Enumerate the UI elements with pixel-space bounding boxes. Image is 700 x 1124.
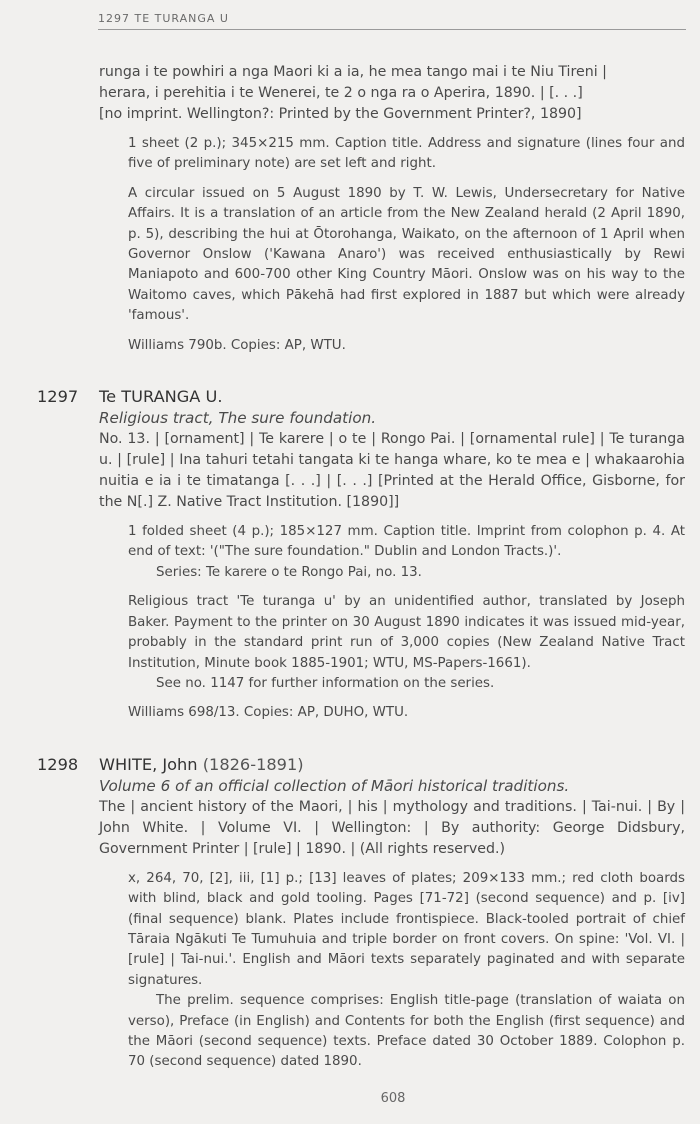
page-number: 608 bbox=[380, 1091, 406, 1106]
physical-description: 1 sheet (2 p.); 345×215 mm. Caption title. Address and signature (lines four and five of preliminary note) are set left and right. bbox=[128, 136, 685, 172]
series-note: Series: Te karere o te Rongo Pai, no. 13. bbox=[156, 564, 422, 580]
page-content bbox=[37, 62, 685, 1073]
entry-author: Te TURANGA U. bbox=[99, 387, 223, 407]
entry-heading bbox=[37, 754, 685, 776]
transcription-line: herara, i perehitia i te Wenerei, te 2 o nga ra o Aperira, 1890. | [. . .] bbox=[99, 85, 583, 101]
running-head: 1297 TE TURANGA U bbox=[98, 12, 686, 30]
see-also: See no. 1147 for further information on the series. bbox=[156, 675, 495, 691]
transcription-line: runga i te powhiri a nga Maori ki a ia, he mea tango mai i te Niu Tireni | bbox=[99, 64, 607, 80]
title-transcription: No. 13. | [ornament] | Te karere | o te | Rongo Pai. | [ornamental rule] | Te turanga u. | [rule] | Ina tahuri tetahi tangata ki te hanga whare, ko te mea e | whakaarohia nuitia e ia i te timatanga [. . .] | [. . .] [Printed at the Herald Office, Gisborne, for the N[.] Z. Native Tract Institution. [1890]] bbox=[99, 431, 685, 511]
entry-note: The prelim. sequence comprises: English title-page (translation of waiata on verso), Preface (in English) and Contents for both the English (first sequence) and the Māori (second sequence) texts. Preface dated 30 October 1889. Colophon p. 70 (second sequence) dated 1890. bbox=[128, 993, 685, 1070]
entry-number: 1297 bbox=[37, 387, 79, 407]
entry-1296-continuation bbox=[99, 62, 685, 356]
references: Williams 790b. Copies: AP, WTU. bbox=[128, 337, 346, 353]
references: Williams 698/13. Copies: AP, DUHO, WTU. bbox=[128, 705, 409, 721]
entry-title: Volume 6 of an official collection of Māori historical traditions. bbox=[99, 776, 570, 795]
entry-note: Religious tract 'Te turanga u' by an unidentified author, translated by Joseph Baker. Payment to the printer on 30 August 1890 indicates it was issued mid-year, probably in the standard print run of 3,000 copies (New Zealand Native Tract Institution, Minute book 1885-1901; WTU, MS-Papers-1661). bbox=[128, 594, 685, 671]
entry-author: WHITE, John bbox=[99, 754, 198, 774]
entry-number: 1298 bbox=[37, 754, 79, 774]
entry-1297 bbox=[37, 386, 685, 724]
entry-heading bbox=[37, 386, 685, 408]
imprint-line: [no imprint. Wellington?: Printed by the Government Printer?, 1890] bbox=[99, 106, 582, 122]
author-dates: (1826-1891) bbox=[202, 754, 304, 774]
entry-title: Religious tract, The sure foundation. bbox=[99, 409, 377, 428]
entry-1298 bbox=[37, 754, 685, 1073]
title-transcription: The | ancient history of the Maori, | his | mythology and traditions. | Tai-nui. | By | John White. | Volume VI. | Wellington: | By authority: George Didsbury, Government Printer | [rule] | 1890. | (All rights reserved.) bbox=[99, 798, 685, 857]
physical-description: x, 264, 70, [2], iii, [1] p.; [13] leaves of plates; 209×133 mm.; red cloth boards with blind, black and gold tooling. Pages [71-72] (second sequence) and p. [iv] (final sequence) blank. Plates include frontispiece. Black-tooled portrait of chief Tāraia Ngākuti Te Tumuhuia and triple border on front covers. On spine: 'Vol. VI. | [rule] | Tai-nui.'. English and Māori texts separately paginated and with separate signatures. bbox=[128, 870, 685, 988]
entry-note: A circular issued on 5 August 1890 by T. W. Lewis, Undersecretary for Native Affairs. It is a translation of an article from the New Zealand herald (2 April 1890, p. 5), describing the hui at Ōtorohanga, Waikato, on the afternoon of 1 April when Governor Onslow ('Kawana Anaro') was received enthusiastically by Rewi Maniapoto and 600-700 other King Country Māori. Onslow was on his way to the Waitomo caves, which Pākehā had first explored in 1887 but which were already 'famous'. bbox=[128, 185, 685, 324]
physical-description: 1 folded sheet (4 p.); 185×127 mm. Caption title. Imprint from colophon p. 4. At end of text: '("The sure foundation." Dublin and London Tracts.)'. bbox=[128, 524, 685, 560]
